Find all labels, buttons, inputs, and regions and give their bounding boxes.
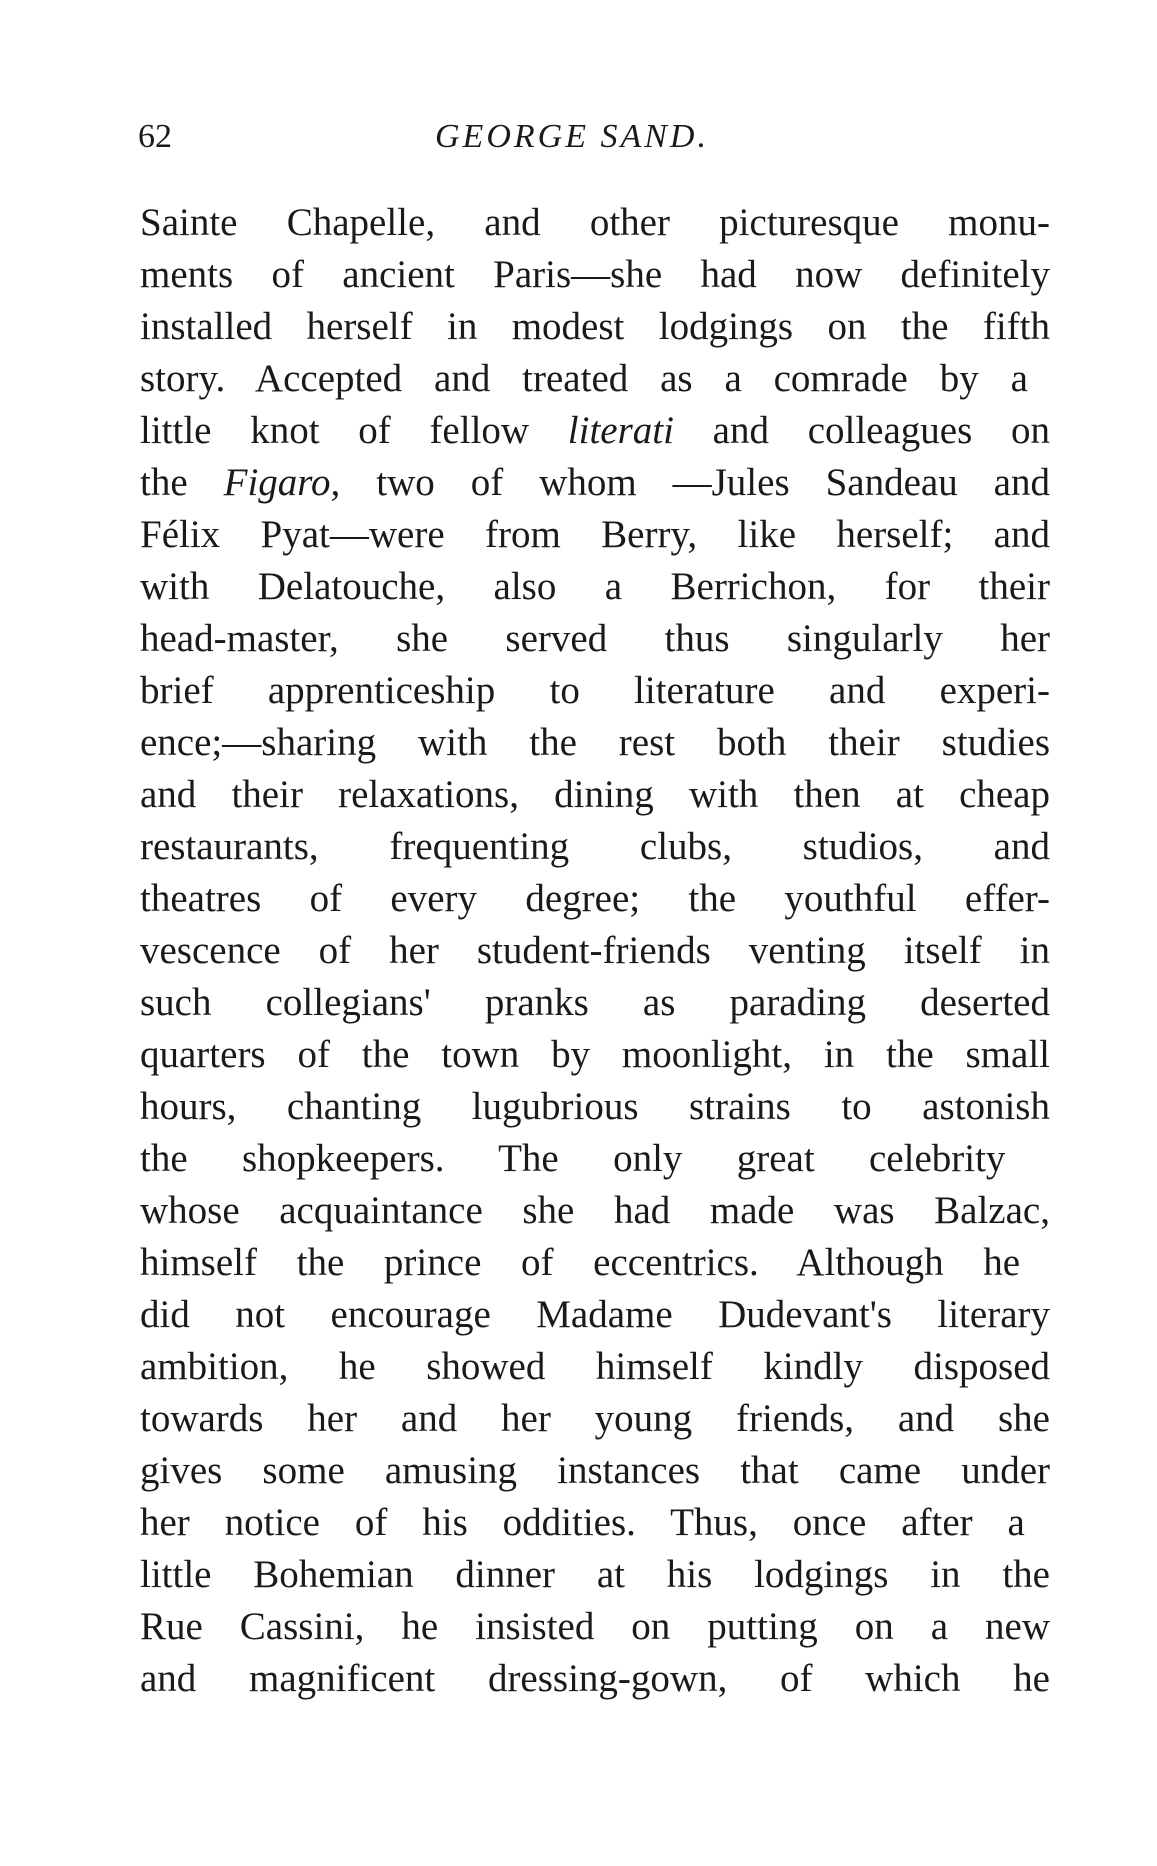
text-line: hours, chanting lugubrious strains to astonish — [140, 1085, 1050, 1128]
text-line: and magnificent dressing-gown, of which he — [140, 1657, 1050, 1700]
italic-text: literati — [567, 409, 674, 452]
text-line: head-master, she served thus singularly her — [140, 617, 1050, 660]
text-line: such collegians' pranks as parading deserted — [140, 981, 1050, 1024]
text-line: quarters of the town by moonlight, in the small — [140, 1033, 1050, 1076]
page-number: 62 — [138, 118, 172, 155]
running-title: GEORGE SAND. — [435, 118, 709, 155]
text-line: and their relaxations, dining with then at cheap — [140, 773, 1050, 816]
text-line: ambition, he showed himself kindly disposed — [140, 1345, 1050, 1388]
text-line: ments of ancient Paris—she had now definitely — [140, 253, 1050, 296]
text-line — [140, 405, 1050, 457]
text-segment: the — [140, 461, 224, 504]
text-segment: two of whom —Jules Sandeau and — [340, 461, 1050, 504]
text-segment: little knot of fellow — [140, 409, 568, 452]
body-text — [140, 197, 1050, 1705]
text-line: vescence of her student-friends venting itself in — [140, 929, 1050, 972]
text-line: restaurants, frequenting clubs, studios, and — [140, 825, 1050, 868]
text-line: towards her and her young friends, and she — [140, 1397, 1050, 1440]
text-line: himself the prince of eccentrics. Although he — [140, 1241, 1021, 1284]
running-head — [138, 112, 1050, 162]
text-line: with Delatouche, also a Berrichon, for their — [140, 565, 1050, 608]
text-line: the shopkeepers. The only great celebrity — [140, 1137, 1006, 1180]
text-line: her notice of his oddities. Thus, once after a — [140, 1501, 1025, 1544]
text-segment: and colleagues on — [673, 409, 1050, 452]
text-line: little Bohemian dinner at his lodgings in the — [140, 1553, 1050, 1596]
text-line: ence;—sharing with the rest both their studies — [140, 721, 1050, 764]
text-line: Félix Pyat—were from Berry, like herself; and — [140, 513, 1050, 556]
text-line: Rue Cassini, he insisted on putting on a new — [140, 1605, 1050, 1648]
text-line: theatres of every degree; the youthful effer- — [140, 877, 1050, 920]
text-line: gives some amusing instances that came under — [140, 1449, 1050, 1492]
text-line: Sainte Chapelle, and other picturesque monu- — [140, 201, 1050, 244]
text-line: whose acquaintance she had made was Balzac, — [140, 1189, 1050, 1232]
text-line: did not encourage Madame Dudevant's literary — [140, 1293, 1050, 1336]
text-line: installed herself in modest lodgings on the fifth — [140, 305, 1050, 348]
italic-text: Figaro, — [223, 461, 341, 504]
text-line: brief apprenticeship to literature and experi- — [140, 669, 1050, 712]
text-line: story. Accepted and treated as a comrade by a — [140, 357, 1028, 400]
text-line — [140, 457, 1050, 509]
